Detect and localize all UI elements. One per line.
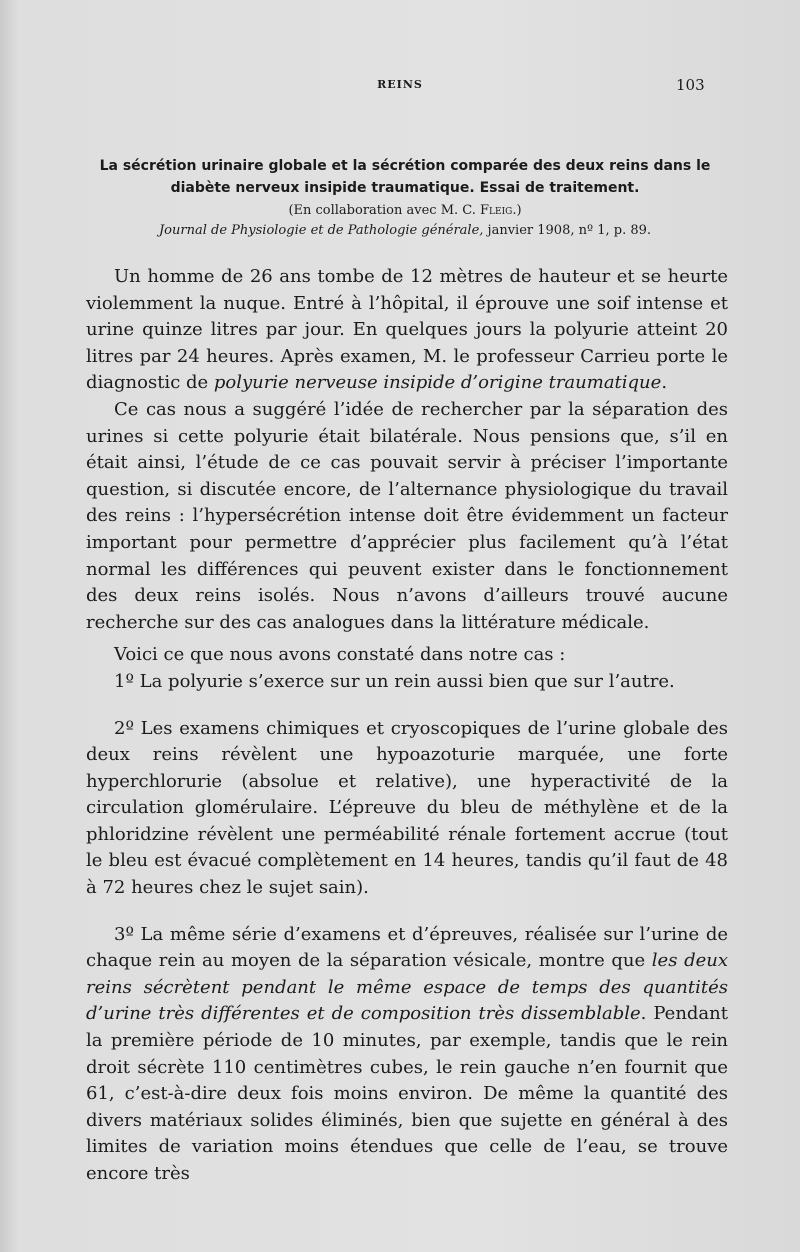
running-head [0,78,800,98]
diagnosis-emphasis: polyurie nerveuse insipide d’origine traumatique [213,372,662,394]
finding-3-emphasis: les deux reins sécrètent pendant le même espace de temps des quantités d’urine très différentes et de composition très dissemblable [86,950,728,1025]
finding-3-start: 3º La même série d’examens et d’épreuves, réalisée sur l’urine de chaque rein au moyen de la séparation vésicale, montre que [86,923,728,972]
paragraph-finding-3 [86,922,728,1188]
collaboration-prefix: (En collaboration avec M. C. [288,203,481,218]
publication-journal [84,221,726,241]
paragraph-hypothesis: Ce cas nous a suggéré l’idée de rechercher par la séparation des urines si cette polyurie était bilatérale. Nous pensions que, s’il en était ainsi, l’étude de ce cas pouvait servir à préciser l’importante question, si discutée encore, de l’alternance physiologique du travail des reins : l’hypersécrétion intense doit être évidemment un facteur important pour permettre d’apprécier plus facilement qu’à l’état normal les différences qui peuvent exister dans le fonctionnement des deux reins isolés. Nous n’avons d’ailleurs trouvé aucune recherche sur des cas analogues dans la littérature médicale. [86,398,728,633]
page-number: 103 [676,76,705,94]
paragraph-case-end: . [661,372,668,394]
publication-header [84,155,726,241]
collaborator-name: Fleig [480,203,513,218]
finding-3-end: . Pendant la première période de 10 minutes, par exemple, tandis que le rein droit sécrète 110 centimètres cubes, le rein gauche n’en fournit que 61, c’est-à-dire deux fois moins environ. De même la quantité des divers matériaux solides éliminés, bien que sujette en général à des limites de variation moins étendues que celle de l’eau, se trouve encore très [86,1003,728,1184]
paragraph-finding-2: 2º Les examens chimiques et cryoscopiques de l’urine globale des deux reins révèlent une hypoazoturie marquée, une forte hyperchlorurie (absolue et relative), une hyperactivité de la circulation glomérulaire. L’épreuve du bleu de méthylène et de la phloridzine révèlent une perméabilité rénale fortement accrue (tout le bleu est évacué complètement en 14 heures, tandis qu’il faut de 48 à 72 heures chez le sujet sain). [86,717,728,899]
journal-reference: janvier 1908, nº 1, p. 89. [483,223,652,238]
body-text [86,264,728,1188]
running-head-title: REINS [377,78,423,91]
journal-name: Journal de Physiologie et de Pathologie générale, [158,223,484,238]
paragraph-case-text: Un homme de 26 ans tombe de 12 mètres de hauteur et se heurte violemment la nuque. Entré à l’hôpital, il éprouve une soif intense et urine quinze litres par jour. En quelques jours la polyurie atteint 20 litres par 24 heures. Après examen, M. le professeur Carrieu porte le diagnostic de [86,266,728,394]
paragraph-findings-intro: Voici ce que nous avons constaté dans notre cas : [114,644,566,666]
publication-title: La sécrétion urinaire globale et la sécrétion comparée des deux reins dans le diabète nerveux insipide traumatique. Essai de traitement. [99,158,711,196]
collaboration-suffix: .) [512,203,522,218]
paragraph-case [86,264,728,397]
paragraph-finding-1: 1º La polyurie s’exerce sur un rein aussi bien que sur l’autre. [114,670,675,692]
publication-collaboration [84,201,726,221]
